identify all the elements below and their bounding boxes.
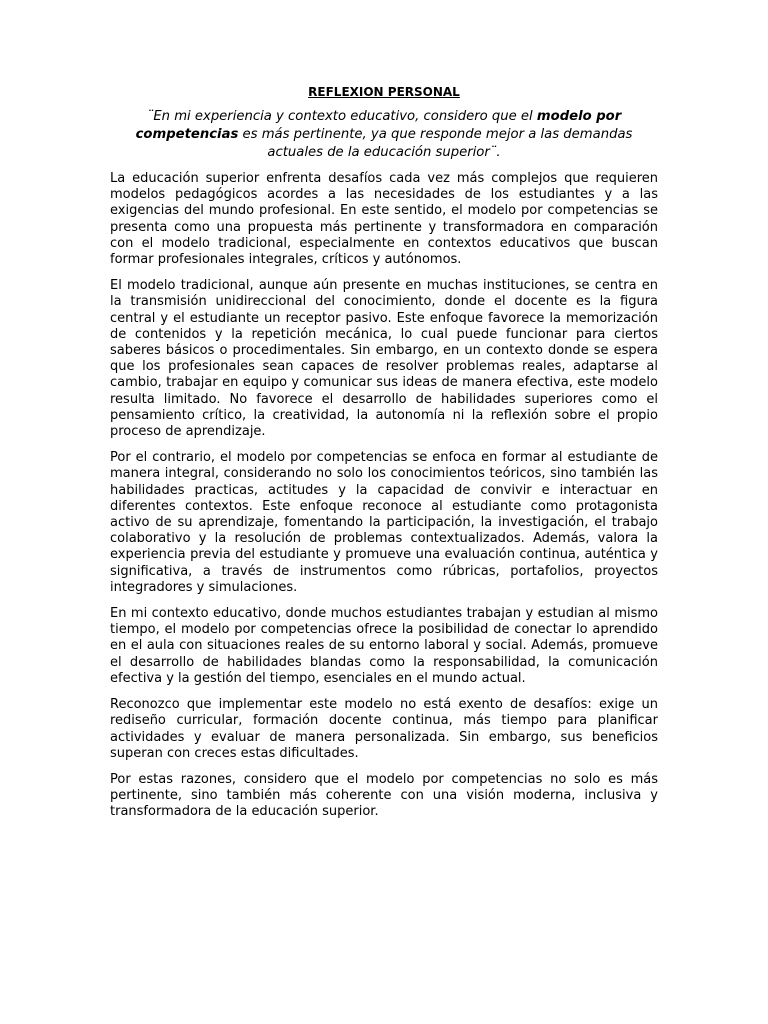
document-title: REFLEXION PERSONAL: [308, 85, 460, 99]
paragraph-personal-context: En mi contexto educativo, donde muchos estudiantes trabajan y estudian al mismo tiempo, el modelo por competencias ofrece la posibilidad de conectar lo aprendido en el aula con situaciones reales de su entorno laboral y social. Además, promueve el desarrollo de habilidades blandas como la responsabilidad, la comunicación efectiva y la gestión del tiempo, esenciales en el mundo actual.: [110, 606, 658, 686]
paragraph-competency-model: Por el contrario, el modelo por competencias se enfoca en formar al estudiante de manera integral, considerando no solo los conocimientos teóricos, sino también las habilidades practicas, actitudes y la capacidad de convivir e interactuar en diferentes contextos. Este enfoque reconoce al estudiante como protagonista activo de su aprendizaje, fomentando la participación, la investigación, el trabajo colaborativo y la resolución de problemas contextualizados. Además, valora la experiencia previa del estudiante y promueve una evaluación continua, auténtica y significativa, a través de instrumentos como rúbricas, portafolios, proyectos integradores y simulaciones.: [110, 450, 658, 595]
paragraph-challenges: Reconozco que implementar este modelo no está exento de desafíos: exige un rediseño curricular, formación docente continua, más tiempo para planificar actividades y evaluar de manera personalizada. Sin embargo, sus beneficios superan con creces estas dificultades.: [110, 697, 658, 761]
quote-emphasis: modelo por competencias: [135, 109, 622, 142]
quote-text-1: ¨En mi experiencia y contexto educativo, considero que el: [146, 109, 537, 124]
quote-text-2: es más pertinente, ya que responde mejor a las demandas actuales de la educación superior¨.: [238, 127, 633, 160]
paragraph-introduction: La educación superior enfrenta desafíos cada vez más complejos que requieren modelos pedagógicos acordes a las necesidades de los estudiantes y a las exigencias del mundo profesional. En este sentido, el modelo por competencias se presenta como una propuesta más pertinente y transformadora en comparación con el modelo tradicional, especialmente en contextos educativos que buscan formar profesionales integrales, críticos y autónomos.: [110, 171, 658, 268]
thesis-quote: [110, 108, 658, 162]
paragraph-traditional-model: El modelo tradicional, aunque aún presente en muchas instituciones, se centra en la transmisión unidireccional del conocimiento, donde el docente es la figura central y el estudiante un receptor pasivo. Este enfoque favorece la memorización de contenidos y la repetición mecánica, lo cual puede funcionar para ciertos saberes básicos o procedimentales. Sin embargo, en un contexto donde se espera que los profesionales sean capaces de resolver problemas reales, adaptarse al cambio, trabajar en equipo y comunicar sus ideas de manera efectiva, este modelo resulta limitado. No favorece el desarrollo de habilidades superiores como el pensamiento crítico, la creatividad, la autonomía ni la reflexión sobre el propio proceso de aprendizaje.: [110, 278, 658, 440]
paragraph-conclusion: Por estas razones, considero que el modelo por competencias no solo es más pertinente, sino también más coherente con una visión moderna, inclusiva y transformadora de la educación superior.: [110, 771, 658, 820]
